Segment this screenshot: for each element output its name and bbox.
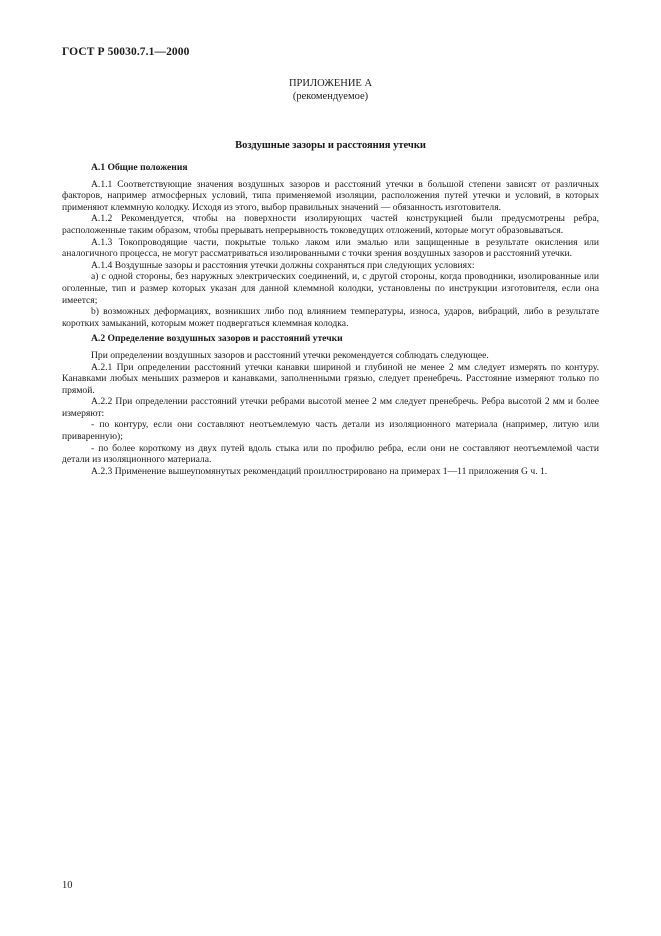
paragraph-a1-4-b: b) возможных деформациях, возникших либо под влиянием температуры, износа, ударов, вибраций, либо в результате коротких замыканий, которым может подвергаться клеммная колодка.: [62, 306, 599, 329]
paragraph-a1-1: А.1.1 Соответствующие значения воздушных зазоров и расстояний утечки в большой степени зависят от различных факторов, например атмосферных условий, типа применяемой изоляции, расположения путей утечки и условий, в которых применяют клеммную колодку. Исходя из этого, выбор правильных значений — обязанность изготовителя.: [62, 178, 599, 213]
paragraph-a1-3: А.1.3 Токопроводящие части, покрытые только лаком или эмалью или защищенные в результате окисления или аналогичного процесса, не могут рассматриваться изолированными с точки зрения воздушных зазоров и расстояний утечки.: [62, 236, 599, 260]
paragraph-a2-2-contour: - по контуру, если они составляют неотъемлемую часть детали из изоляционного материала (например, литую или приваренную);: [62, 419, 599, 443]
heading-a2: А.2 Определение воздушных зазоров и расстояний утечки: [91, 333, 343, 345]
paragraph-a1-4: А.1.4 Воздушные зазоры и расстояния утечки должны сохраняться при следующих условиях:: [91, 259, 475, 271]
document-body: [62, 162, 599, 477]
section-title: Воздушные зазоры и расстояния утечки: [235, 140, 426, 151]
paragraph-a2-2: А.2.2 При определении расстояний утечки ребрами высотой менее 2 мм следует пренебречь. Ребра высотой 2 мм и более измеряют:: [62, 396, 599, 419]
paragraph-a1-4-a: а) с одной стороны, без наружных электрических соединений, и, с другой стороны, когда проводники, изолированные или оголенные, тип и размер которых указан для данной клеммной колодки, установлены по инструкции изготовителя, если она имеется;: [62, 271, 599, 306]
appendix-status: (рекомендуемое): [292, 91, 369, 102]
appendix-heading: [0, 77, 661, 103]
appendix-title: ПРИЛОЖЕНИЕ А: [288, 78, 373, 89]
paragraph-a1-2: А.1.2 Рекомендуется, чтобы на поверхности изолирующих частей конструкцией были предусмотрены ребра, расположенные таким образом, чтобы прерывать непрерывность токоведущих отложений, которые могут образовываться.: [62, 213, 599, 236]
document-header: ГОСТ Р 50030.7.1—2000: [62, 46, 190, 58]
paragraph-a2-1: А.2.1 При определении расстояний утечки канавки шириной и глубиной не менее 2 мм следует измерять по контуру. Канавками любых меньших размеров и канавками, заполненными грязью, следует пренебречь. Расстояние измеряют только по прямой.: [62, 361, 599, 396]
paragraph-a2-intro: При определении воздушных зазоров и расстояний утечки рекомендуется соблюдать следующее.: [91, 349, 489, 361]
paragraph-a2-3: А.2.3 Применение вышеупомянутых рекомендаций проиллюстрировано на примерах 1—11 приложения G ч. 1.: [91, 465, 548, 477]
paragraph-a2-2-shorter: - по более короткому из двух путей вдоль стыка или по профилю ребра, если они не составляют неотъемлемой части детали из изоляционного материала.: [62, 442, 599, 466]
page-number: 10: [62, 880, 73, 891]
heading-a1: А.1 Общие положения: [91, 162, 188, 173]
